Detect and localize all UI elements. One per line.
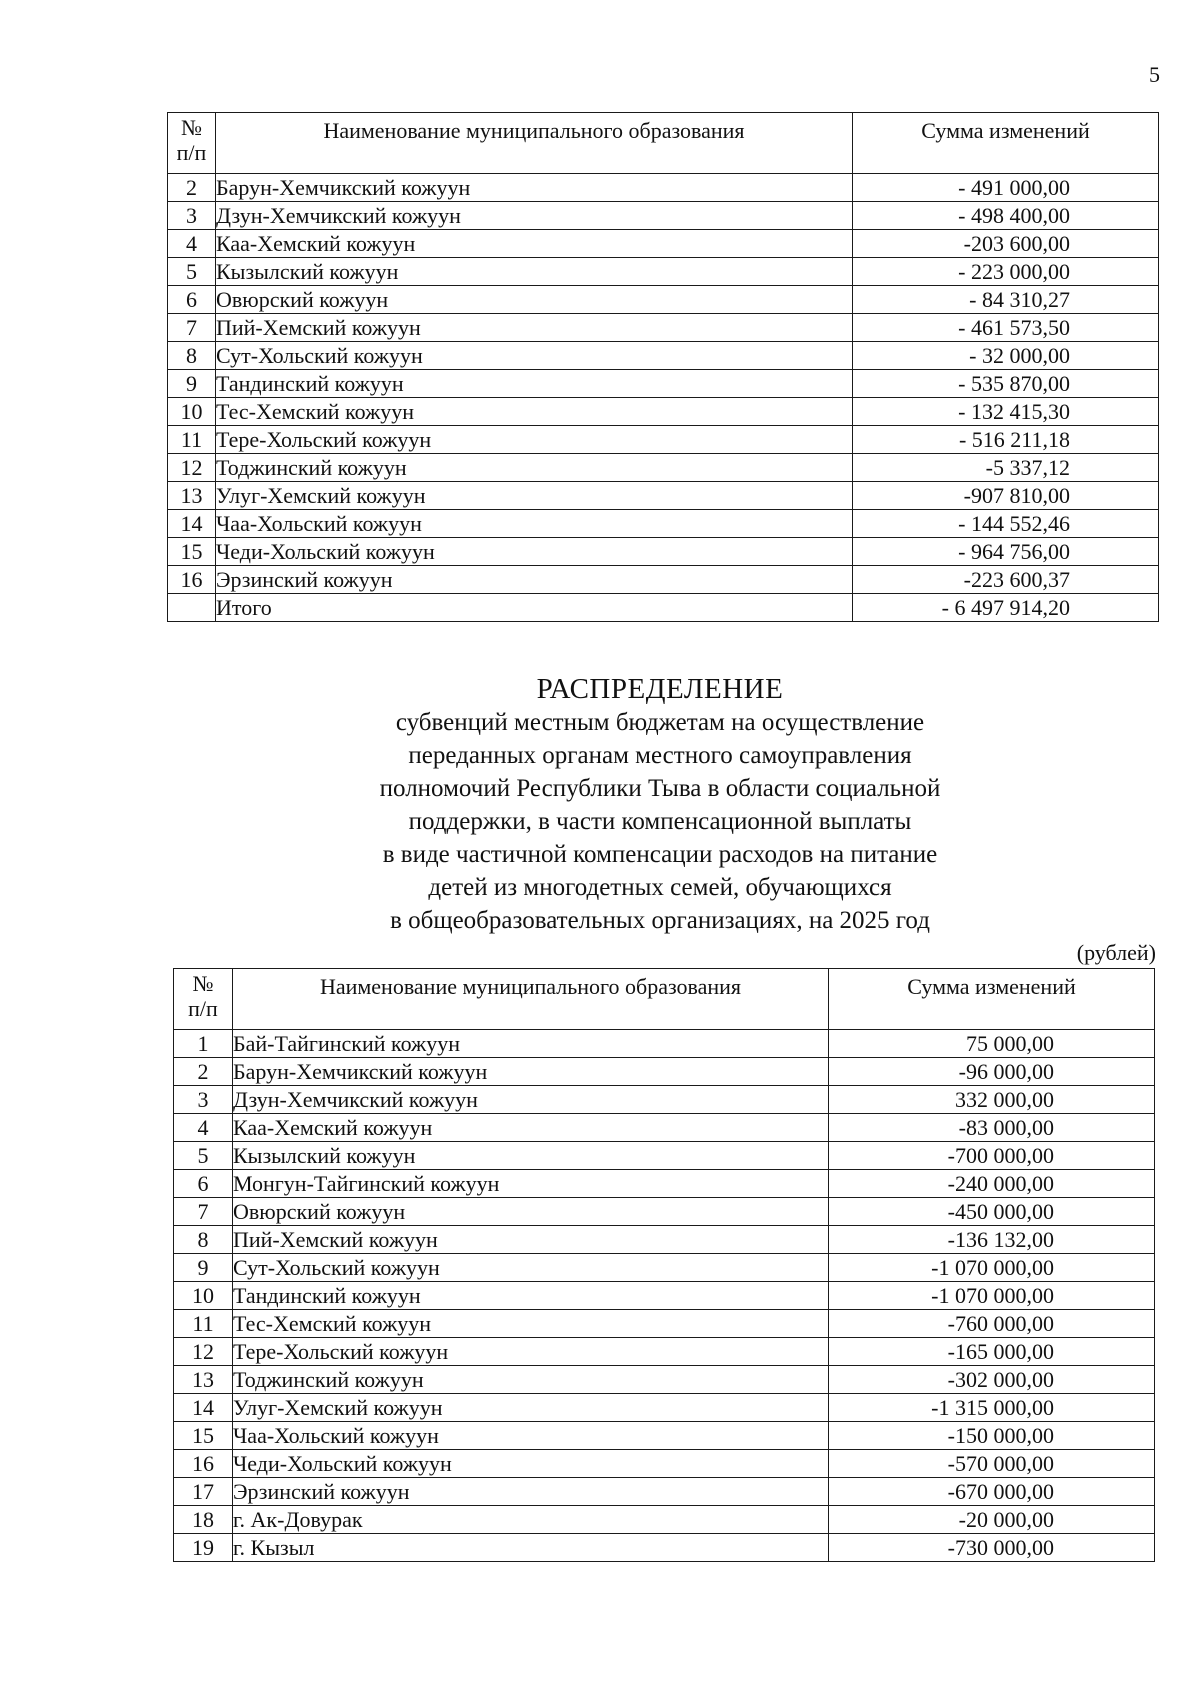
municipality-name-cell: Эрзинский кожуун — [216, 566, 853, 594]
row-number-cell: 11 — [174, 1310, 233, 1338]
change-amount-cell: -136 132,00 — [829, 1226, 1155, 1254]
column-header-number-line1: № — [181, 115, 202, 140]
municipality-name-cell: Улуг-Хемский кожуун — [216, 482, 853, 510]
table-row — [168, 174, 1159, 202]
column-header-number — [174, 969, 233, 1030]
municipality-name-cell: Дзун-Хемчикский кожуун — [216, 202, 853, 230]
table-total-row — [168, 594, 1159, 622]
row-number-cell: 5 — [174, 1142, 233, 1170]
municipality-name-cell: Бай-Тайгинский кожуун — [233, 1030, 829, 1058]
row-number-cell: 13 — [168, 482, 216, 510]
distribution-subtitle-line: субвенций местным бюджетам на осуществление — [395, 709, 925, 736]
row-number-cell: 9 — [168, 370, 216, 398]
change-amount-cell: - 535 870,00 — [853, 370, 1159, 398]
change-amount-cell: -730 000,00 — [829, 1534, 1155, 1562]
table-row — [174, 1450, 1155, 1478]
change-amount-cell: -240 000,00 — [829, 1170, 1155, 1198]
row-number-cell: 15 — [168, 538, 216, 566]
municipality-name-cell: Тес-Хемский кожуун — [216, 398, 853, 426]
row-number-cell: 11 — [168, 426, 216, 454]
municipality-name-cell: Тере-Хольский кожуун — [216, 426, 853, 454]
row-number-cell: 7 — [168, 314, 216, 342]
table-row — [168, 426, 1159, 454]
row-number-cell: 12 — [168, 454, 216, 482]
table-body — [174, 1030, 1155, 1562]
change-amount-cell: -150 000,00 — [829, 1422, 1155, 1450]
municipality-name-cell: Тандинский кожуун — [233, 1282, 829, 1310]
change-amount-cell: - 32 000,00 — [853, 342, 1159, 370]
table-row — [168, 510, 1159, 538]
municipality-name-cell: Тоджинский кожуун — [233, 1366, 829, 1394]
row-number-cell: 2 — [168, 174, 216, 202]
municipality-name-cell: Чаа-Хольский кожуун — [233, 1422, 829, 1450]
row-number-cell: 2 — [174, 1058, 233, 1086]
table-row — [174, 1198, 1155, 1226]
total-number-cell — [168, 594, 216, 622]
table-row — [174, 1534, 1155, 1562]
column-header-municipality: Наименование муниципального образования — [233, 969, 829, 1030]
row-number-cell: 16 — [174, 1450, 233, 1478]
table-row — [174, 1366, 1155, 1394]
table-row — [174, 1058, 1155, 1086]
total-amount-cell: - 6 497 914,20 — [853, 594, 1159, 622]
municipality-name-cell: Сут-Хольский кожуун — [233, 1254, 829, 1282]
table-row — [174, 1338, 1155, 1366]
row-number-cell: 13 — [174, 1366, 233, 1394]
row-number-cell: 17 — [174, 1478, 233, 1506]
municipality-name-cell: Кызылский кожуун — [216, 258, 853, 286]
row-number-cell: 5 — [168, 258, 216, 286]
row-number-cell: 10 — [168, 398, 216, 426]
table-row — [174, 1394, 1155, 1422]
row-number-cell: 10 — [174, 1282, 233, 1310]
change-amount-cell: - 498 400,00 — [853, 202, 1159, 230]
change-amount-cell: - 516 211,18 — [853, 426, 1159, 454]
table-row — [174, 1310, 1155, 1338]
row-number-cell: 6 — [168, 286, 216, 314]
municipality-name-cell: Чеди-Хольский кожуун — [233, 1450, 829, 1478]
table-row — [174, 1254, 1155, 1282]
table-row — [168, 314, 1159, 342]
row-number-cell: 6 — [174, 1170, 233, 1198]
change-amount-cell: -20 000,00 — [829, 1506, 1155, 1534]
change-amount-cell: - 964 756,00 — [853, 538, 1159, 566]
change-amount-cell: -760 000,00 — [829, 1310, 1155, 1338]
row-number-cell: 18 — [174, 1506, 233, 1534]
row-number-cell: 3 — [174, 1086, 233, 1114]
municipality-name-cell: Дзун-Хемчикский кожуун — [233, 1086, 829, 1114]
municipality-name-cell: Овюрский кожуун — [216, 286, 853, 314]
change-amount-cell: -570 000,00 — [829, 1450, 1155, 1478]
municipality-name-cell: Сут-Хольский кожуун — [216, 342, 853, 370]
page-number: 5 — [1149, 62, 1160, 87]
table-row — [168, 538, 1159, 566]
change-amount-cell: - 223 000,00 — [853, 258, 1159, 286]
municipality-name-cell: Чеди-Хольский кожуун — [216, 538, 853, 566]
distribution-title-block — [260, 672, 1060, 937]
column-header-number-line2: п/п — [176, 140, 207, 165]
municipality-name-cell: Эрзинский кожуун — [233, 1478, 829, 1506]
municipality-name-cell: Барун-Хемчикский кожуун — [233, 1058, 829, 1086]
municipality-name-cell: Монгун-Тайгинский кожуун — [233, 1170, 829, 1198]
change-amount-cell: -96 000,00 — [829, 1058, 1155, 1086]
subvention-changes-table-1 — [167, 112, 1159, 622]
row-number-cell: 8 — [168, 342, 216, 370]
table-row — [168, 342, 1159, 370]
municipality-name-cell: Тандинский кожуун — [216, 370, 853, 398]
change-amount-cell: -165 000,00 — [829, 1338, 1155, 1366]
row-number-cell: 1 — [174, 1030, 233, 1058]
change-amount-cell: - 84 310,27 — [853, 286, 1159, 314]
table-row — [168, 286, 1159, 314]
table-row — [174, 1086, 1155, 1114]
row-number-cell: 14 — [174, 1394, 233, 1422]
change-amount-cell: -1 315 000,00 — [829, 1394, 1155, 1422]
column-header-number-line1: № — [192, 971, 214, 996]
table-row — [168, 258, 1159, 286]
column-header-number-line2: п/п — [188, 996, 218, 1021]
change-amount-cell: -83 000,00 — [829, 1114, 1155, 1142]
row-number-cell: 15 — [174, 1422, 233, 1450]
table-row — [174, 1114, 1155, 1142]
table-row — [174, 1226, 1155, 1254]
municipality-name-cell: Чаа-Хольский кожуун — [216, 510, 853, 538]
change-amount-cell: - 144 552,46 — [853, 510, 1159, 538]
row-number-cell: 14 — [168, 510, 216, 538]
municipality-name-cell: Пий-Хемский кожуун — [233, 1226, 829, 1254]
municipality-name-cell: Тоджинский кожуун — [216, 454, 853, 482]
distribution-subtitle-line: в виде частичной компенсации расходов на питание — [382, 841, 938, 868]
table-row — [174, 1142, 1155, 1170]
change-amount-cell: - 461 573,50 — [853, 314, 1159, 342]
column-header-change-amount: Сумма изменений — [829, 969, 1155, 1030]
distribution-subtitle-line: переданных органам местного самоуправления — [408, 742, 912, 769]
change-amount-cell: -907 810,00 — [853, 482, 1159, 510]
table-header-row — [174, 969, 1155, 1030]
distribution-subtitle-line: детей из многодетных семей, обучающихся — [428, 874, 892, 901]
municipality-name-cell: г. Кызыл — [233, 1534, 829, 1562]
row-number-cell: 16 — [168, 566, 216, 594]
municipality-name-cell: Тере-Хольский кожуун — [233, 1338, 829, 1366]
change-amount-cell: -203 600,00 — [853, 230, 1159, 258]
table-row — [174, 1422, 1155, 1450]
distribution-title: РАСПРЕДЕЛЕНИЕ — [536, 673, 784, 705]
change-amount-cell: -700 000,00 — [829, 1142, 1155, 1170]
table-row — [168, 398, 1159, 426]
total-label-cell: Итого — [216, 594, 853, 622]
table-row — [168, 230, 1159, 258]
change-amount-cell: -1 070 000,00 — [829, 1254, 1155, 1282]
currency-unit-label: (рублей) — [1076, 940, 1156, 965]
municipality-name-cell: Пий-Хемский кожуун — [216, 314, 853, 342]
table-row — [168, 482, 1159, 510]
table-row — [168, 566, 1159, 594]
distribution-subtitle-line: поддержки, в части компенсационной выплаты — [408, 808, 912, 835]
row-number-cell: 7 — [174, 1198, 233, 1226]
change-amount-cell: 75 000,00 — [829, 1030, 1155, 1058]
table-row — [174, 1170, 1155, 1198]
distribution-subtitle-line: полномочий Республики Тыва в области социальной — [379, 775, 941, 802]
column-header-change-amount: Сумма изменений — [853, 113, 1159, 174]
table-row — [168, 454, 1159, 482]
municipality-name-cell: Каа-Хемский кожуун — [216, 230, 853, 258]
municipality-name-cell: г. Ак-Довурак — [233, 1506, 829, 1534]
municipality-name-cell: Тес-Хемский кожуун — [233, 1310, 829, 1338]
row-number-cell: 19 — [174, 1534, 233, 1562]
table-row — [174, 1030, 1155, 1058]
change-amount-cell: 332 000,00 — [829, 1086, 1155, 1114]
row-number-cell: 3 — [168, 202, 216, 230]
change-amount-cell: -450 000,00 — [829, 1198, 1155, 1226]
municipality-name-cell: Кызылский кожуун — [233, 1142, 829, 1170]
table-row — [168, 370, 1159, 398]
table-row — [168, 202, 1159, 230]
change-amount-cell: -1 070 000,00 — [829, 1282, 1155, 1310]
table-header-row — [168, 113, 1159, 174]
change-amount-cell: - 491 000,00 — [853, 174, 1159, 202]
municipality-name-cell: Каа-Хемский кожуун — [233, 1114, 829, 1142]
table-row — [174, 1282, 1155, 1310]
row-number-cell: 4 — [168, 230, 216, 258]
municipality-name-cell: Улуг-Хемский кожуун — [233, 1394, 829, 1422]
distribution-subtitle-line: в общеобразовательных организациях, на 2025 год — [390, 907, 930, 934]
change-amount-cell: - 132 415,30 — [853, 398, 1159, 426]
change-amount-cell: -5 337,12 — [853, 454, 1159, 482]
row-number-cell: 8 — [174, 1226, 233, 1254]
table-row — [174, 1478, 1155, 1506]
row-number-cell: 12 — [174, 1338, 233, 1366]
row-number-cell: 4 — [174, 1114, 233, 1142]
column-header-number — [168, 113, 216, 174]
table-row — [174, 1506, 1155, 1534]
table-body — [168, 174, 1159, 622]
column-header-municipality: Наименование муниципального образования — [216, 113, 853, 174]
row-number-cell: 9 — [174, 1254, 233, 1282]
municipality-name-cell: Овюрский кожуун — [233, 1198, 829, 1226]
change-amount-cell: -302 000,00 — [829, 1366, 1155, 1394]
change-amount-cell: -223 600,37 — [853, 566, 1159, 594]
municipality-name-cell: Барун-Хемчикский кожуун — [216, 174, 853, 202]
change-amount-cell: -670 000,00 — [829, 1478, 1155, 1506]
subvention-changes-table-2 — [173, 968, 1155, 1562]
